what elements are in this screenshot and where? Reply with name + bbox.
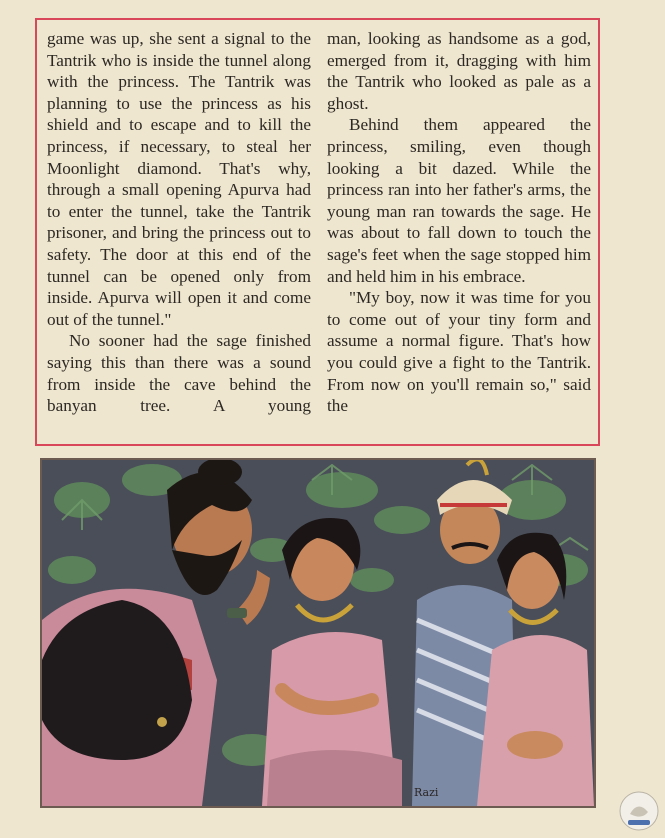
- paragraph: No sooner had the sage finished saying this than there was a sound from inside the cave behind the banyan tree. A young: [47, 331, 311, 416]
- text-frame: [35, 18, 600, 446]
- paragraph: Behind them appeared the princess, smiling, even though looking a bit dazed. While the princess ran into her father's arms, the young man ran towards the sage. He was about to fall down to touch the sage's feet when the sage stopped him and held him in his embrace.: [327, 115, 591, 286]
- story-column-right: [327, 28, 591, 417]
- paragraph: "My boy, now it was time for you to come out of your tiny form and assume a normal figure. That's how you could give a fight to the Tantrik. From now on you'll remain so," said the: [327, 288, 591, 416]
- paragraph: game was up, she sent a signal to the Tantrik who is inside the tunnel along with the princess. The Tantrik was planning to use the princess as his shield and to escape and to kill the princess, if necessary, to steal her Moonlight diamond. That's why, through a small opening Apurva had to enter the tunnel, take the Tantrik prisoner, and bring the princess out to safety. The door at this end of the tunnel can be opened only from inside. Apurva will open it and come out of the tunnel.": [47, 29, 311, 329]
- paragraph: man, looking as handsome as a god, emerged from it, dragging with him the Tantrik who looked as pale as a ghost.: [327, 29, 591, 113]
- story-illustration: [40, 458, 596, 808]
- publisher-logo-icon: [618, 790, 660, 832]
- artist-signature: Razi: [414, 786, 439, 799]
- story-column-left: [47, 28, 311, 417]
